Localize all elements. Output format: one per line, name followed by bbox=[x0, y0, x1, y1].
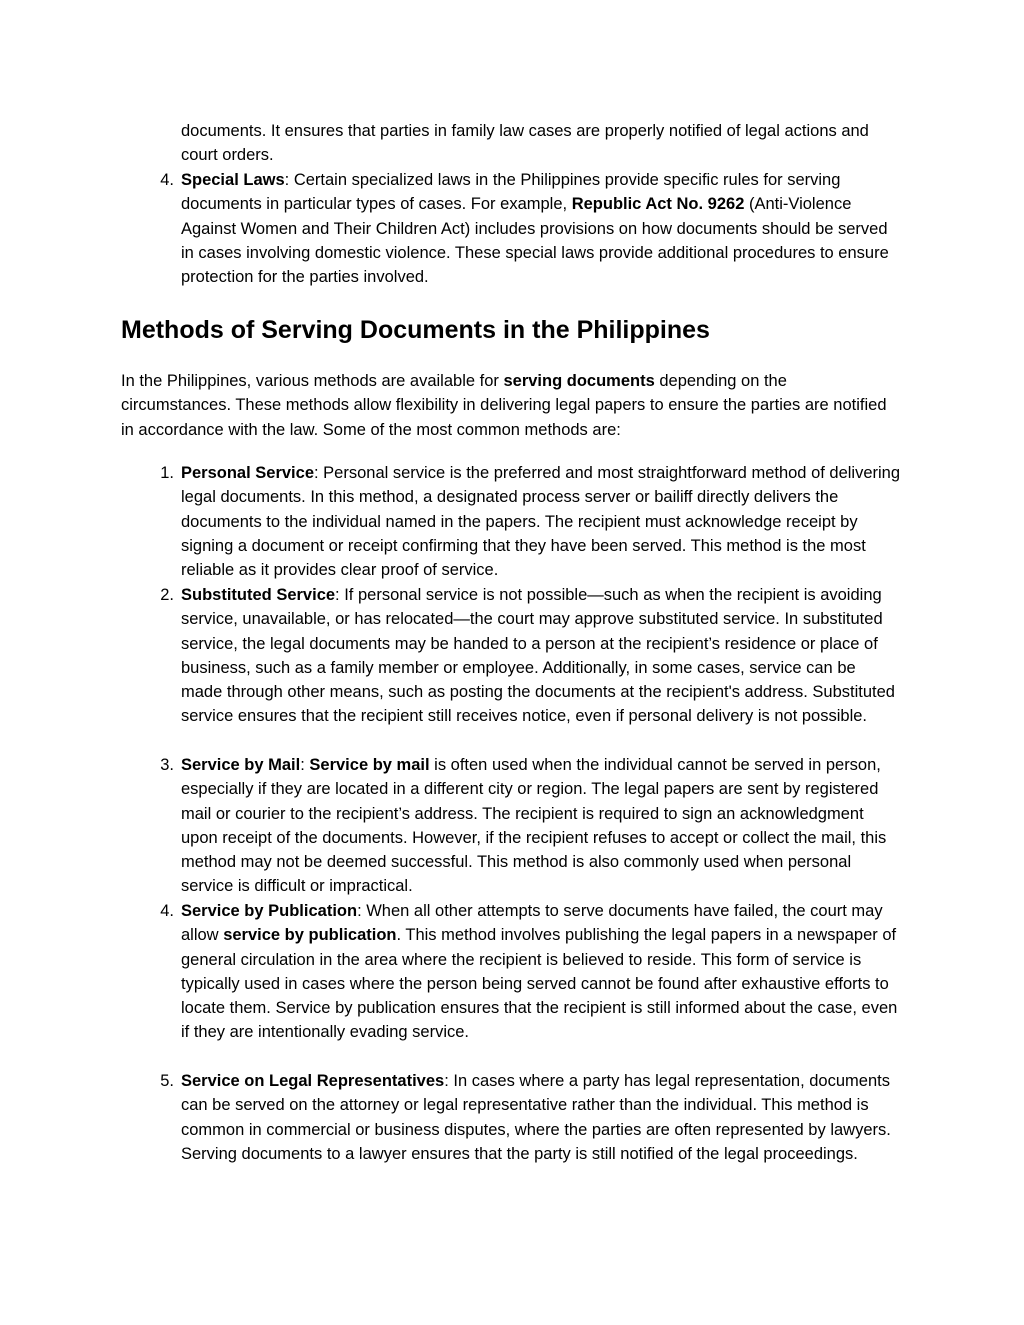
list-item-text: In cases where a party has legal representation, documents can be served on the attorney or legal representative rather than the individual. This method is common in commercial or business disputes, where the parties are often represented by lawyers. Serving documents to a lawyer ensures that the party is still notified of the legal proceedings. bbox=[181, 1072, 891, 1163]
list-item-term: Service on Legal Representatives bbox=[181, 1072, 445, 1090]
list-item-text: When all other attempts to serve documents have failed, the court may allow bbox=[181, 902, 883, 945]
list-number: 3. bbox=[160, 756, 174, 774]
list-number: 4. bbox=[160, 171, 174, 189]
list-item-text: Personal service is the preferred and most straightforward method of delivering legal documents. In this method, a designated process server or bailiff directly delivers the documents to the individual named in the papers. The recipient must acknowledge receipt by signing a document or receipt confirming that they have been served. This method is the most reliable as it provides clear proof of service. bbox=[181, 464, 901, 580]
section-intro-paragraph: In the Philippines, various methods are available for serving documents depending on the circumstances. These methods allow flexibility in delivering legal papers to ensure the parties are notified in accordance with the law. Some of the most common methods are: bbox=[121, 372, 887, 439]
republic-act-reference: Republic Act No. 9262 bbox=[571, 195, 745, 214]
list-item-text: is often used when the individual cannot be served in person, especially if they are located in a different city or region. The legal papers are sent by registered mail or courier to the recipient’s address. The recipient is required to sign an acknowledgment upon receipt of the documents. However, if the recipient refuses to accept or collect the mail, this method may not be deemed successful. This method is also commonly used when personal service is difficult or impractical. bbox=[181, 756, 887, 896]
list-item-service-by-publication: 4. Service by Publication: When all other attempts to serve documents have failed, the court may allow service by publication. This method involves publishing the legal papers in a newspaper of general circulation in the area where the recipient is believed to reside. This form of service is typically used in cases where the person being served cannot be found after exhaustive efforts to locate them. Service by publication ensures that the recipient is still informed about the case, even if they are intentionally evading service. bbox=[181, 899, 901, 1045]
intro-continuation: documents. It ensures that parties in family law cases are properly notified of legal actions and court orders. bbox=[181, 122, 869, 165]
list-number: 4. bbox=[160, 902, 174, 920]
list-item-text: If personal service is not possible—such as when the recipient is avoiding service, unavailable, or has relocated—the court may approve substituted service. In substituted service, the legal documents may be handed to a person at the recipient’s residence or place of business, such as a family member or employee. Additionally, in some cases, service can be made through other means, such as posting the documents at the recipient's address. Substituted service ensures that the recipient still receives notice, even if personal delivery is not possible. bbox=[181, 586, 895, 726]
list-item-term: Personal Service bbox=[181, 464, 314, 482]
emphasis-serving-documents: serving documents bbox=[503, 372, 655, 390]
list-number: 2. bbox=[160, 586, 174, 604]
list-number: 1. bbox=[160, 464, 174, 482]
list-item-service-by-mail: 3. Service by Mail: Service by mail is often used when the individual cannot be served in person, especially if they are located in a different city or region. The legal papers are sent by registered mail or courier to the recipient’s address. The recipient is required to sign an acknowledgment upon receipt of the documents. However, if the recipient refuses to accept or collect the mail, this method may not be deemed successful. This method is also commonly used when personal service is difficult or impractical. bbox=[181, 753, 901, 899]
emphasis-service-by-publication: service by publication bbox=[223, 926, 397, 945]
list-item-substituted-service: 2. Substituted Service: If personal service is not possible—such as when the recipient is avoiding service, unavailable, or has relocated—the court may approve substituted service. In substituted service, the legal documents may be handed to a person at the recipient’s residence or place of business, such as a family member or employee. Additionally, in some cases, service can be made through other means, such as posting the documents at the recipient's address. Substituted service ensures that the recipient still receives notice, even if personal delivery is not possible. bbox=[181, 583, 901, 729]
list-item-personal-service: 1. Personal Service: Personal service is the preferred and most straightforward method of delivering legal documents. In this method, a designated process server or bailiff directly delivers the documents to the individual named in the papers. The recipient must acknowledge receipt by signing a document or receipt confirming that they have been served. This method is the most reliable as it provides clear proof of service. bbox=[181, 461, 901, 582]
emphasis-service-by-mail: Service by mail bbox=[309, 756, 430, 774]
list-item-term: Service by Publication bbox=[181, 902, 358, 920]
list-item-text: (Anti-Violence Against Women and Their Children Act) includes provisions on how documents should be served in cases involving domestic violence. These special laws provide additional procedures to ensure protection for the parties involved. bbox=[181, 195, 889, 287]
list-number: 5. bbox=[160, 1072, 174, 1090]
list-item-term: Service by Mail bbox=[181, 756, 301, 774]
list-item-special-laws: 4. Special Laws: Certain specialized laws in the Philippines provide specific rules for serving documents in particular types of cases. For example, Republic Act No. 9262 (Anti-Violence Against Women and Their Children Act) includes provisions on how documents should be served in cases involving domestic violence. These special laws provide additional procedures to ensure protection for the parties involved. bbox=[181, 168, 901, 289]
list-item-text: Certain specialized laws in the Philippines provide specific rules for serving documents in particular types of cases. For example, bbox=[181, 171, 841, 214]
list-item-term: Special Laws bbox=[181, 171, 285, 189]
list-item-service-on-legal-representatives: 5. Service on Legal Representatives: In cases where a party has legal representation, documents can be served on the attorney or legal representative rather than the individual. This method is common in commercial or business disputes, where the parties are often represented by lawyers. Serving documents to a lawyer ensures that the party is still notified of the legal proceedings. bbox=[181, 1069, 901, 1166]
section-heading: Methods of Serving Documents in the Philippines bbox=[121, 316, 710, 344]
list-item-term: Substituted Service bbox=[181, 586, 336, 604]
list-item-text: . This method involves publishing the legal papers in a newspaper of general circulation in the area where the recipient is believed to reside. This form of service is typically used in cases where the person being served cannot be found after exhaustive efforts to locate them. Service by publication ensures that the recipient is still informed about the case, even if they are intentionally evading service. bbox=[181, 926, 898, 1042]
